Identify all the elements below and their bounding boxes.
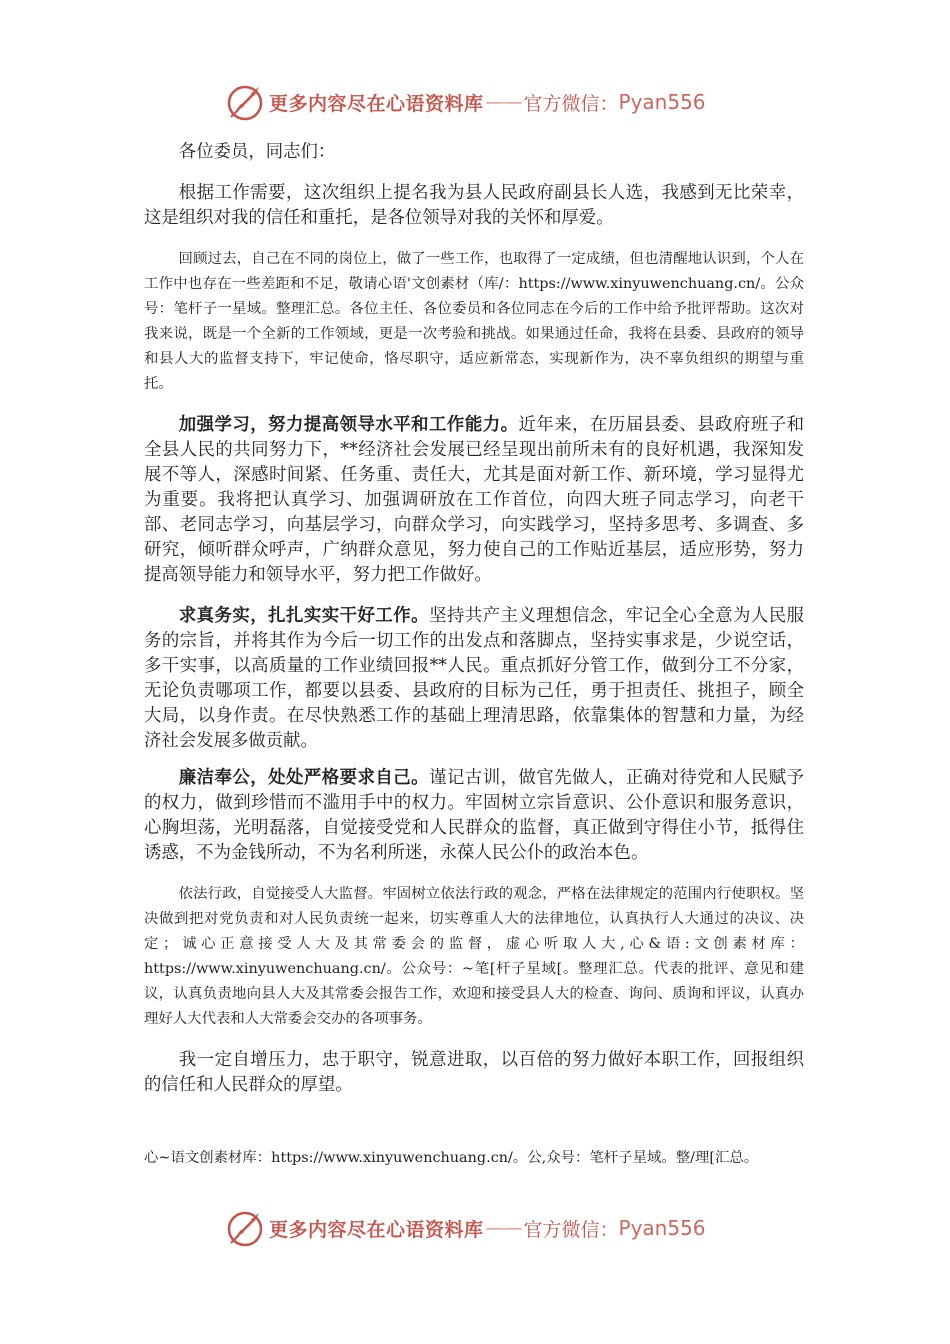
heading-practical: 求真务实，扎扎实实干好工作。: [178, 606, 430, 626]
banner-wechat-id: Pyan556: [618, 90, 706, 114]
paragraph-practical: [144, 604, 804, 754]
salutation: 各位委员，同志们：: [178, 142, 336, 162]
banner-separator: ——: [485, 1217, 522, 1239]
paragraph-closing: 我一定自增压力，忠于职守，锐意进取，以百倍的努力做好本职工作，回报组织的信任和人民群众的厚望。: [144, 1050, 804, 1095]
banner-wechat-id: Pyan556: [618, 1216, 706, 1240]
heading-study: 加强学习，努力提高领导水平和工作能力。: [178, 415, 519, 435]
banner-title: 更多内容尽在心语资料库: [269, 1218, 484, 1241]
header-banner: [225, 82, 725, 122]
banner-title: 更多内容尽在心语资料库: [269, 92, 484, 115]
banner-separator: ——: [485, 91, 522, 113]
footer-note: 心~语文创素材库：https://www.xinyuwenchuang.cn/。公,众号：笔杆子星域。整/理[汇总。: [144, 1150, 759, 1166]
paragraph-law: 依法行政，自觉接受人大监督。牢固树立依法行政的观念，严格在法律规定的范围内行使职权。坚决做到把对党负责和对人民负责统一起来，切实尊重人大的法律地位，认真执行人大通过的决议、决定；诚心正意接受人大及其常委会的监督，虚心听取人大,心&语:文创素材库：https://www.xinyuwenchuang.cn/。公众号：~笔[杆子星域[。整理汇总。代表的批评、意见和建议，认真负责地向县人大及其常委会报告工作，欢迎和接受县人大的检查、询问、质询和评议，认真办理好人大代表和人大常委会交办的各项事务。: [144, 886, 804, 1027]
footer-banner: [225, 1208, 725, 1248]
body-integrity: 谨记古训，做官先做人，正确对待党和人民赋予的权力，做到珍惜而不滥用手中的权力。牢固树立宗旨意识、公仆意识和服务意识，心胸坦荡，光明磊落，自觉接受党和人民群众的监督，真正做到守得住小节，抵得住诱惑，不为金钱所动，不为名利所迷，永葆人民公仆的政治本色。: [144, 768, 804, 863]
paragraph-study: [144, 413, 804, 588]
paragraph-review: 回顾过去，自己在不同的岗位上，做了一些工作，也取得了一定成绩，但也清醒地认识到，个人在工作中也存在一些差距和不足，敬请心语'文创素材（库/：https://www.xinyuwenchuang.cn/。公众号：笔杆子一星域。整理汇总。各位主任、各位委员和各位同志在今后的工作中给予批评帮助。这次对我来说，既是一个全新的工作领域，更是一次考验和挑战。如果通过任命，我将在县委、县政府的领导和县人大的监督支持下，牢记使命，恪尽职守，适应新常态，实现新作为，决不辜负组织的期望与重托。: [144, 251, 804, 392]
paragraph-intro: 根据工作需要，这次组织上提名我为县人民政府副县长人选，我感到无比荣幸，这是组织对我的信任和重托，是各位领导对我的关怀和厚爱。: [144, 183, 804, 228]
banner-subtitle: 官方微信：: [523, 92, 619, 115]
document-body: [144, 140, 804, 1098]
paragraph-integrity: [144, 766, 804, 866]
banner-subtitle: 官方微信：: [523, 1218, 619, 1241]
heading-integrity: 廉洁奉公，处处严格要求自己。: [178, 768, 430, 788]
feather-pen-logo-icon: [225, 1208, 265, 1248]
body-study: 近年来，在历届县委、县政府班子和全县人民的共同努力下，**经济社会发展已经呈现出前所未有的良好机遇，我深知发展不等人，深感时间紧、任务重、责任大，尤其是面对新工作、新环境，学习显得尤为重要。我将把认真学习、加强调研放在工作首位，向四大班子同志学习，向老干部、老同志学习，向基层学习，向群众学习，向实践学习，坚持多思考、多调查、多研究，倾听群众呼声，广纳群众意见，努力使自己的工作贴近基层，适应形势，努力提高领导能力和领导水平，努力把工作做好。: [144, 415, 804, 585]
body-practical: 坚持共产主义理想信念，牢记全心全意为人民服务的宗旨，并将其作为今后一切工作的出发点和落脚点，坚持实事求是，少说空话，多干实事，以高质量的工作业绩回报**人民。重点抓好分管工作，做到分工不分家，无论负责哪项工作，都要以县委、县政府的目标为己任，勇于担责任、挑担子，顾全大局，以身作责。在尽快熟悉工作的基础上理清思路，依靠集体的智慧和力量，为经济社会发展多做贡献。: [144, 606, 804, 751]
feather-pen-logo-icon: [225, 82, 265, 122]
